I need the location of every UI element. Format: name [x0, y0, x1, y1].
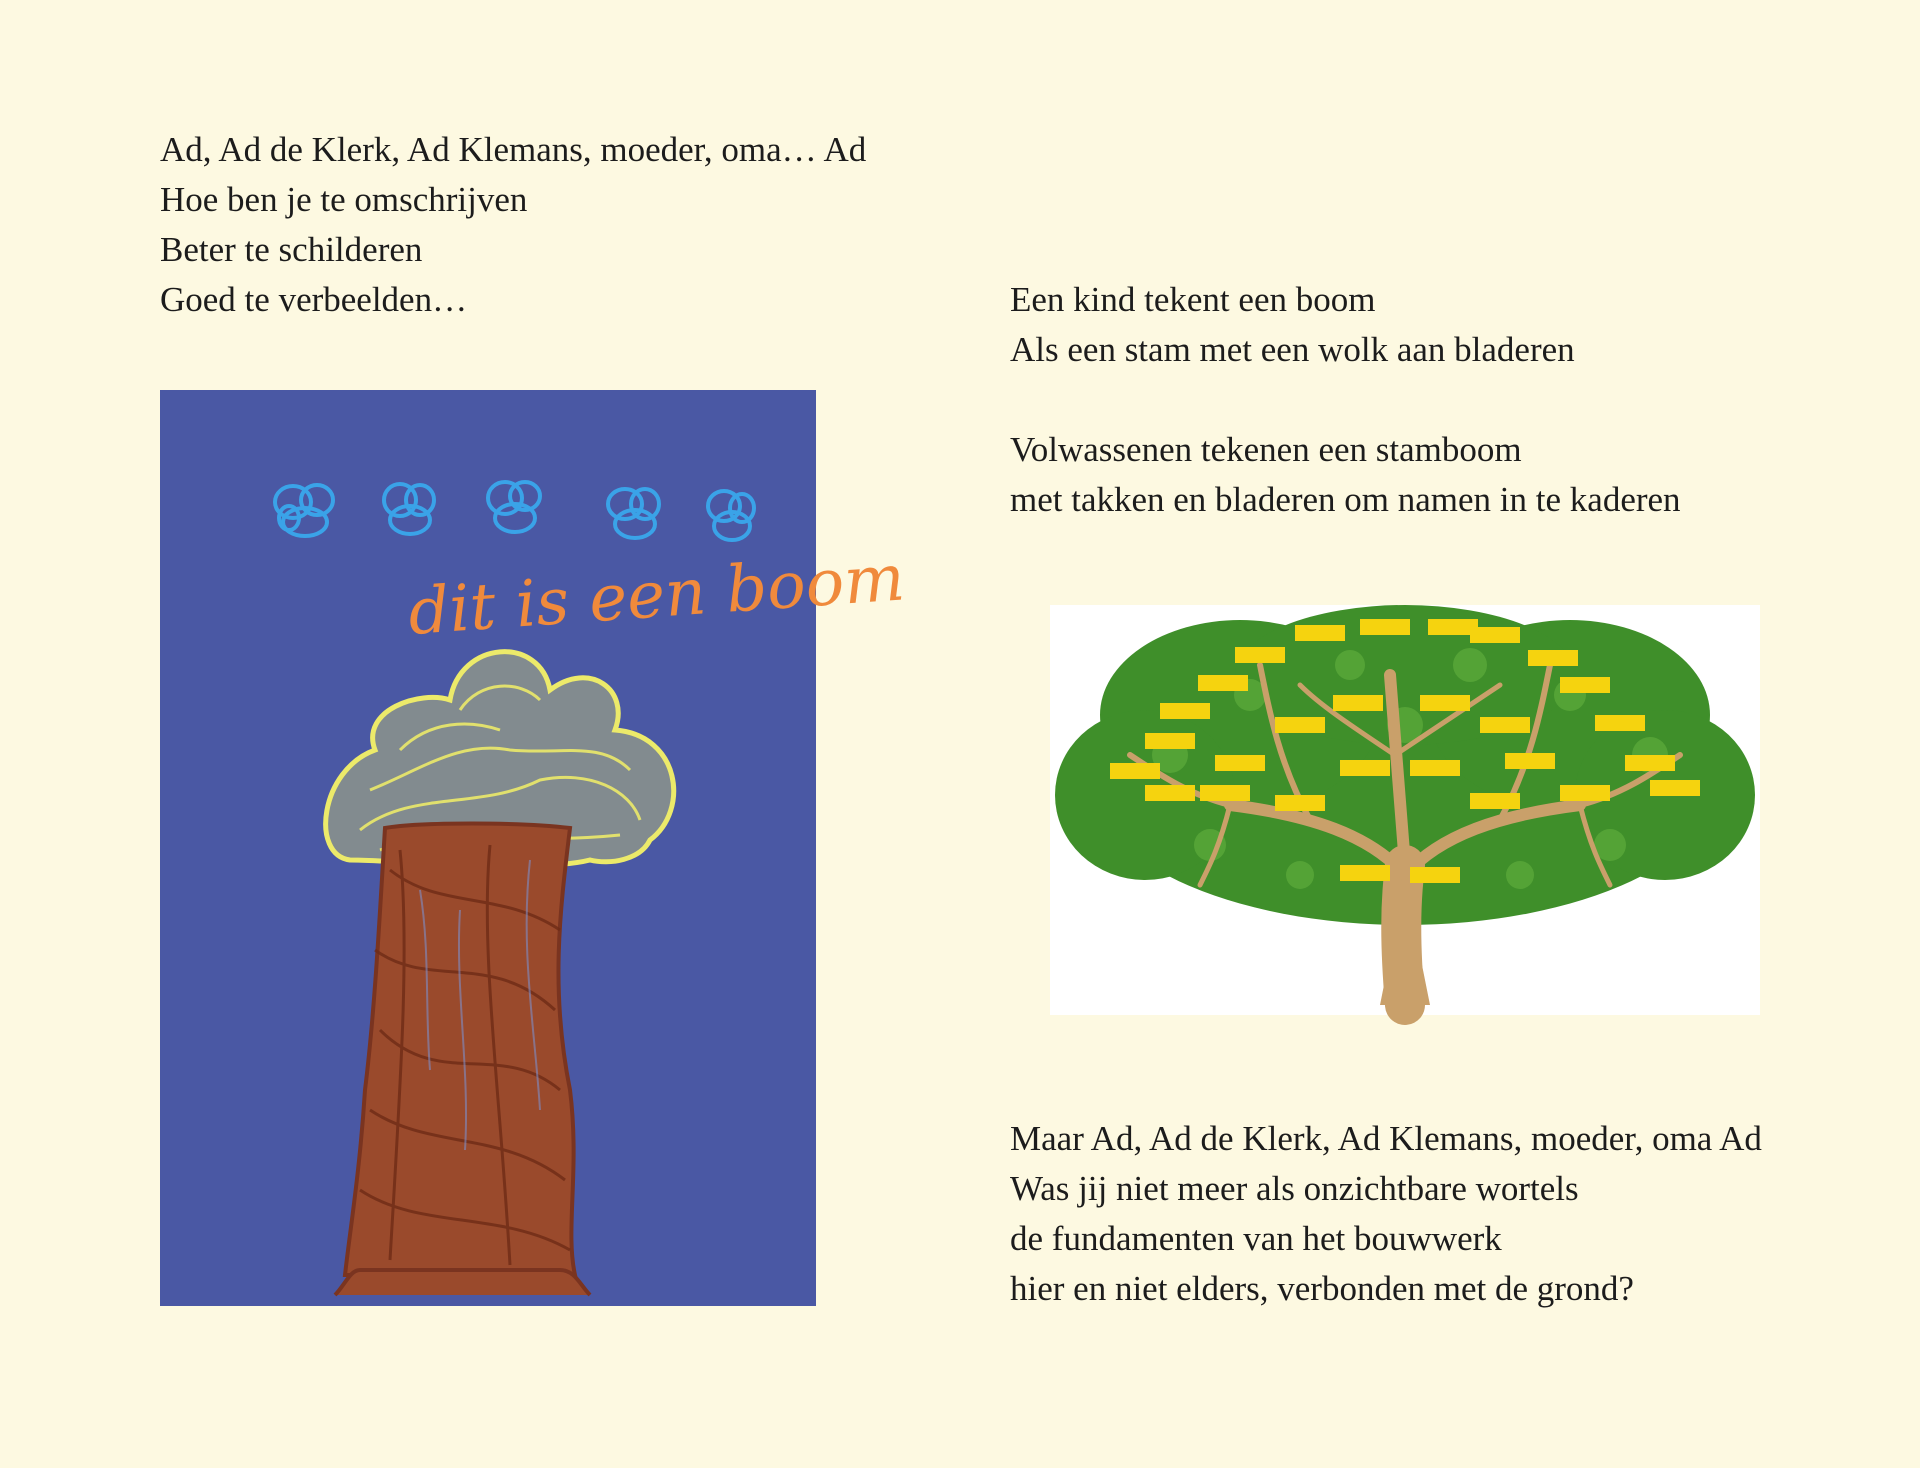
family-tree-graphic: [1050, 605, 1760, 1015]
poem-stanza-2: [1010, 275, 1575, 375]
cloud-icon: [488, 482, 540, 532]
name-box: [1145, 785, 1195, 801]
tree-trunk: [335, 824, 590, 1296]
tree-base: [1380, 965, 1430, 1005]
name-box: [1410, 867, 1460, 883]
name-box: [1333, 695, 1383, 711]
name-box: [1215, 755, 1265, 771]
name-box: [1145, 733, 1195, 749]
child-tree-drawing: [160, 390, 908, 1306]
poem-line: hier en niet elders, verbonden met de grond?: [1010, 1269, 1634, 1308]
poem-line: Een kind tekent een boom: [1010, 280, 1376, 319]
name-box: [1470, 793, 1520, 809]
poem-line: Ad, Ad de Klerk, Ad Klemans, moeder, oma… Ad: [160, 130, 867, 169]
name-box: [1198, 675, 1248, 691]
poem-line: Beter te schilderen: [160, 230, 423, 269]
cloud-scribbles: [275, 482, 754, 540]
name-box: [1420, 695, 1470, 711]
name-box: [1235, 647, 1285, 663]
poem-line: Maar Ad, Ad de Klerk, Ad Klemans, moeder, oma Ad: [1010, 1119, 1762, 1158]
cloud-icon: [275, 485, 333, 536]
poem-stanza-1: [160, 125, 866, 325]
name-box: [1625, 755, 1675, 771]
name-box: [1480, 717, 1530, 733]
name-box: [1470, 627, 1520, 643]
name-box: [1505, 753, 1555, 769]
name-box: [1340, 865, 1390, 881]
poem-line: met takken en bladeren om namen in te kaderen: [1010, 480, 1681, 519]
name-box: [1595, 715, 1645, 731]
name-box: [1110, 763, 1160, 779]
name-box: [1560, 785, 1610, 801]
name-box: [1295, 625, 1345, 641]
family-tree-illustration: [1050, 605, 1760, 1015]
poem-stanza-3: [1010, 425, 1681, 525]
child-tree-illustration: [160, 390, 908, 1306]
poem-line: Goed te verbeelden…: [160, 280, 468, 319]
drawing-caption: dit is een boom: [405, 541, 908, 650]
name-box: [1410, 760, 1460, 776]
cloud-icon: [384, 484, 434, 534]
poem-line: Hoe ben je te omschrijven: [160, 180, 528, 219]
name-box: [1650, 780, 1700, 796]
poem-stanza-4: [1010, 1114, 1762, 1314]
cloud-icon: [608, 489, 659, 538]
poem-line: de fundamenten van het bouwwerk: [1010, 1219, 1502, 1258]
name-box: [1275, 795, 1325, 811]
name-box: [1340, 760, 1390, 776]
name-box: [1160, 703, 1210, 719]
name-box: [1200, 785, 1250, 801]
name-box: [1528, 650, 1578, 666]
poem-line: Als een stam met een wolk aan bladeren: [1010, 330, 1575, 369]
name-box: [1560, 677, 1610, 693]
cloud-icon: [708, 491, 754, 540]
poem-line: Volwassenen tekenen een stamboom: [1010, 430, 1522, 469]
name-box: [1275, 717, 1325, 733]
poem-line: Was jij niet meer als onzichtbare wortels: [1010, 1169, 1579, 1208]
name-box: [1360, 619, 1410, 635]
